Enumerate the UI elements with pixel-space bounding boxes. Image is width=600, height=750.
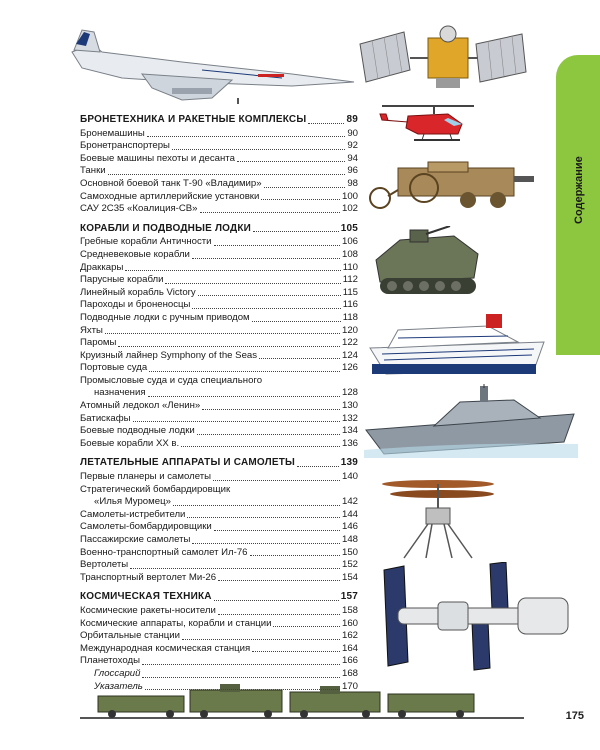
amphibious-apc-illustration — [370, 226, 482, 298]
cruise-ship-illustration — [368, 308, 546, 378]
toc-entry[interactable]: Транспортный вертолет Ми-26 154 — [80, 571, 358, 583]
toc-entry[interactable]: Вертолеты 152 — [80, 559, 358, 571]
section-heading[interactable]: КОРАБЛИ И ПОДВОДНЫЕ ЛОДКИ 105 — [80, 222, 358, 234]
toc-entry[interactable]: Самолеты-истребители 144 — [80, 508, 358, 520]
toc-entry[interactable]: Круизный лайнер Symphony of the Seas 124 — [80, 349, 358, 361]
mars-helicopter-illustration — [378, 474, 504, 560]
section-heading[interactable]: КОСМИЧЕСКАЯ ТЕХНИКА 157 — [80, 591, 358, 603]
toc-entry-line1: Промысловые суда и суда специального — [80, 374, 263, 386]
toc-entry[interactable]: Космические ракеты-носители 158 — [80, 604, 358, 616]
section-heading[interactable]: ЛЕТАТЕЛЬНЫЕ АППАРАТЫ И САМОЛЕТЫ 139 — [80, 457, 358, 469]
toc-entry[interactable]: Бронетранспортеры 92 — [80, 140, 358, 152]
toc-entry[interactable]: Основной боевой танк Т-90 «Владимир» 98 — [80, 177, 358, 189]
toc-entry[interactable]: Яхты 120 — [80, 324, 358, 336]
section-tab-label: Содержание — [573, 156, 585, 224]
toc-entry[interactable]: Подводные лодки с ручным приводом 118 — [80, 311, 358, 323]
toc-entry[interactable]: Космические аппараты, корабли и станции 160 — [80, 617, 358, 629]
toc-entry[interactable]: Планетоходы 166 — [80, 655, 358, 667]
toc-entry[interactable]: Самолеты-бомбардировщики 146 — [80, 521, 358, 533]
toc-entry[interactable]: Драккары 110 — [80, 261, 358, 273]
toc-section — [80, 223, 358, 451]
toc-entry[interactable]: Танки 96 — [80, 165, 358, 177]
toc-entry[interactable]: Паромы 122 — [80, 337, 358, 349]
toc-entry[interactable]: Линейный корабль Victory 115 — [80, 286, 358, 298]
toc-entry[interactable]: Атомный ледокол «Ленин» 130 — [80, 400, 358, 412]
page-number: 175 — [565, 710, 584, 722]
toc-entry[interactable]: Гребные корабли Античности 106 — [80, 236, 358, 248]
toc-entry[interactable]: Боевые корабли XX в. 136 — [80, 437, 358, 449]
toc-entry[interactable]: Пассажирские самолеты 148 — [80, 534, 358, 545]
space-station-illustration — [368, 562, 576, 672]
toc-entry-index[interactable]: Указатель 170 — [94, 680, 358, 692]
toc-entry[interactable]: Батискафы 132 — [80, 412, 358, 424]
toc-section — [80, 457, 358, 584]
helicopter-illustration — [378, 100, 488, 146]
toc-entry[interactable]: Орбитальные станции 162 — [80, 630, 358, 642]
toc-entry[interactable]: Пароходы и броненосцы 116 — [80, 299, 358, 311]
toc-entry[interactable]: Портовые суда 126 — [80, 362, 358, 374]
toc-entry[interactable]: САУ 2С35 «Коалиция-СВ» 102 — [80, 203, 358, 215]
section-heading[interactable]: БРОНЕТЕХНИКА И РАКЕТНЫЕ КОМПЛЕКСЫ 89 — [80, 114, 358, 125]
toc-entry[interactable]: Самоходные артиллерийские установки 100 — [80, 190, 358, 202]
toc-section — [80, 114, 358, 216]
toc-entry[interactable]: Бронемашины 90 — [80, 127, 358, 139]
table-of-contents — [80, 114, 358, 700]
toc-section — [80, 591, 358, 693]
toc-entry[interactable]: Первые планеры и самолеты 140 — [80, 471, 358, 483]
toc-entry-glossary[interactable]: Глоссарий 168 — [94, 667, 358, 679]
toc-entry-multiline[interactable]: Стратегический бомбардировщик «Илья Муромец» 142 — [80, 483, 358, 508]
toc-entry[interactable]: Боевые подводные лодки 134 — [80, 425, 358, 437]
toc-entry[interactable]: Международная космическая станция 164 — [80, 642, 358, 654]
toc-entry[interactable]: Средневековые корабли 108 — [80, 248, 358, 260]
satellite-illustration — [358, 24, 528, 94]
toc-entry[interactable]: Боевые машины пехоты и десанта 94 — [80, 152, 358, 164]
concorde-plane-illustration — [62, 22, 362, 104]
toc-entry[interactable]: Парусные корабли 112 — [80, 274, 358, 286]
stealth-warship-illustration — [364, 384, 578, 458]
steam-armored-car-illustration — [368, 160, 538, 210]
toc-entry[interactable]: Военно-транспортный самолет Ил-76 150 — [80, 546, 358, 558]
toc-entry-line1: Стратегический бомбардировщик — [80, 483, 231, 495]
toc-entry-multiline[interactable]: Промысловые суда и суда специального назначения 128 — [80, 374, 358, 399]
